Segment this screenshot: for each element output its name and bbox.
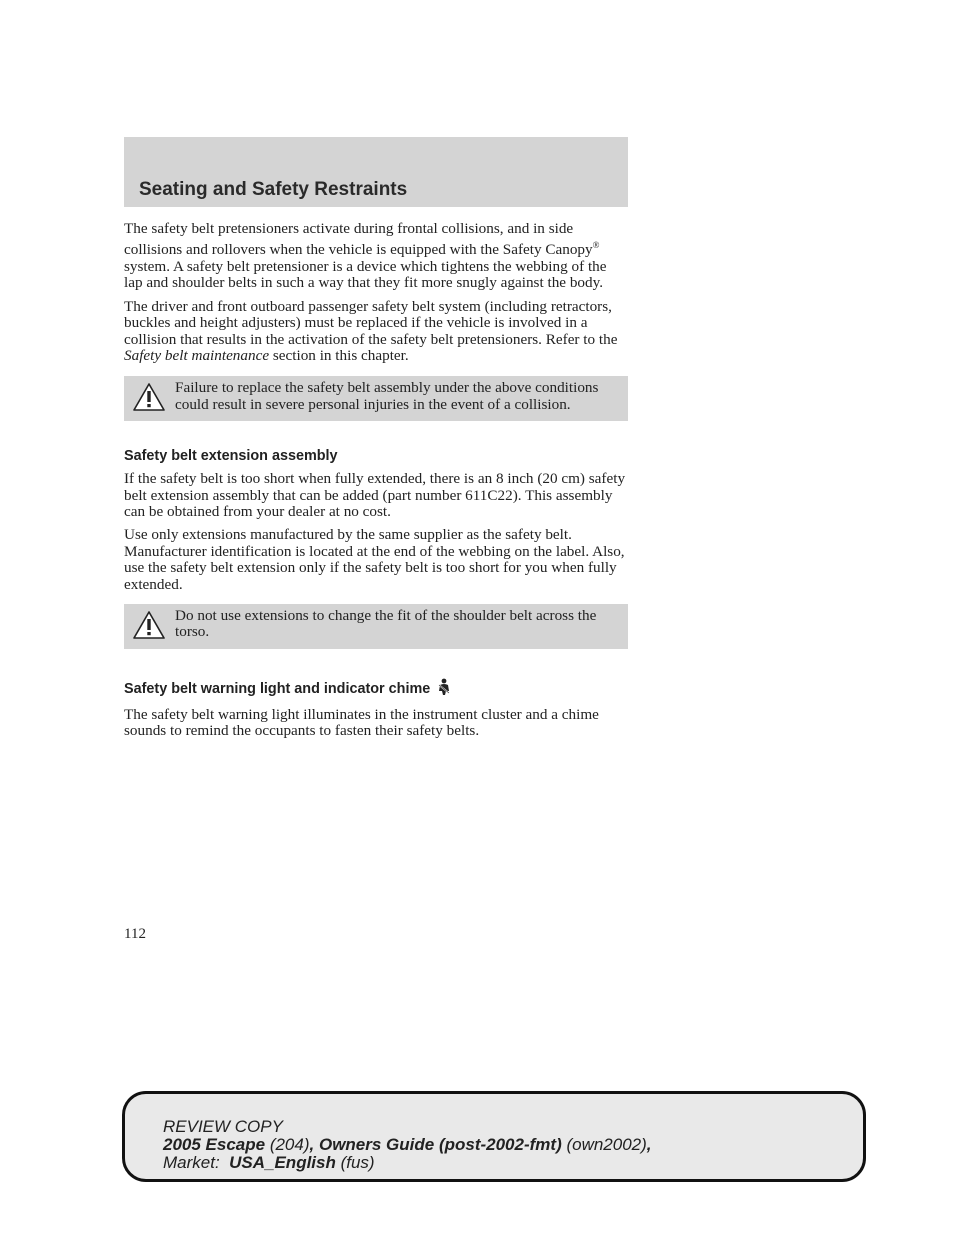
paragraph-replacement: The driver and front outboard passenger safety belt system (including retractors, buckles and height adjusters) must be replaced if the vehicle is involved in a collision that results in the activation of the safety belt pretensioners. Refer to the Safety belt maintenance section in this chapter. xyxy=(124,297,618,364)
section-header-band xyxy=(124,137,628,207)
footer-model-line: 2005 Escape (204), Owners Guide (post-2002-fmt) (own2002), xyxy=(163,1135,652,1154)
subheading-warning-light: Safety belt warning light and indicator chime xyxy=(124,678,628,700)
warning-text: Failure to replace the safety belt assembly under the above conditions could result in severe personal injuries in the event of a collision. xyxy=(175,379,599,413)
warning-text: Do not use extensions to change the fit of the shoulder belt across the torso. xyxy=(175,606,597,641)
warning-box-extension xyxy=(124,604,628,649)
warning-triangle-icon xyxy=(132,382,166,412)
paragraph-pretensioners: The safety belt pretensioners activate during frontal collisions, and in side collisions and rollovers when the vehicle is equipped with the Safety Canopy® system. A safety belt pretensioner is a device which tightens the webbing of the lap and shoulder belts in such a way that they fit more snugly against the body. xyxy=(124,220,607,292)
page-number: 112 xyxy=(124,926,146,942)
warning-triangle-icon xyxy=(132,610,166,640)
subheading-extension-assembly: Safety belt extension assembly xyxy=(124,448,338,465)
page-content xyxy=(124,221,628,747)
paragraph-warning-light: The safety belt warning light illuminates in the instrument cluster and a chime sounds to remind the occupants to fasten their safety belts. xyxy=(124,705,599,740)
footer-market-line: Market: USA_English (fus) xyxy=(163,1153,375,1172)
section-title: Seating and Safety Restraints xyxy=(139,179,408,200)
cross-reference: Safety belt maintenance xyxy=(124,346,270,364)
paragraph-extension-supplier: Use only extensions manufactured by the same supplier as the safety belt. Manufacturer identification is located at the end of the webbing on the label. Also, use the safety belt extension only if the safety belt is too short for you when fully extended. xyxy=(124,526,625,593)
paragraph-extension-length: If the safety belt is too short when fully extended, there is an 8 inch (20 cm) safety belt extension assembly that can be added (part number 611C22). This assembly can be obtained from your dealer at no cost. xyxy=(124,470,626,520)
review-copy-footer xyxy=(122,1091,866,1182)
seatbelt-icon xyxy=(436,678,452,700)
footer-review-copy: REVIEW COPY xyxy=(163,1117,283,1136)
footer-text xyxy=(163,1118,652,1172)
warning-box-pretensioner xyxy=(124,376,628,421)
